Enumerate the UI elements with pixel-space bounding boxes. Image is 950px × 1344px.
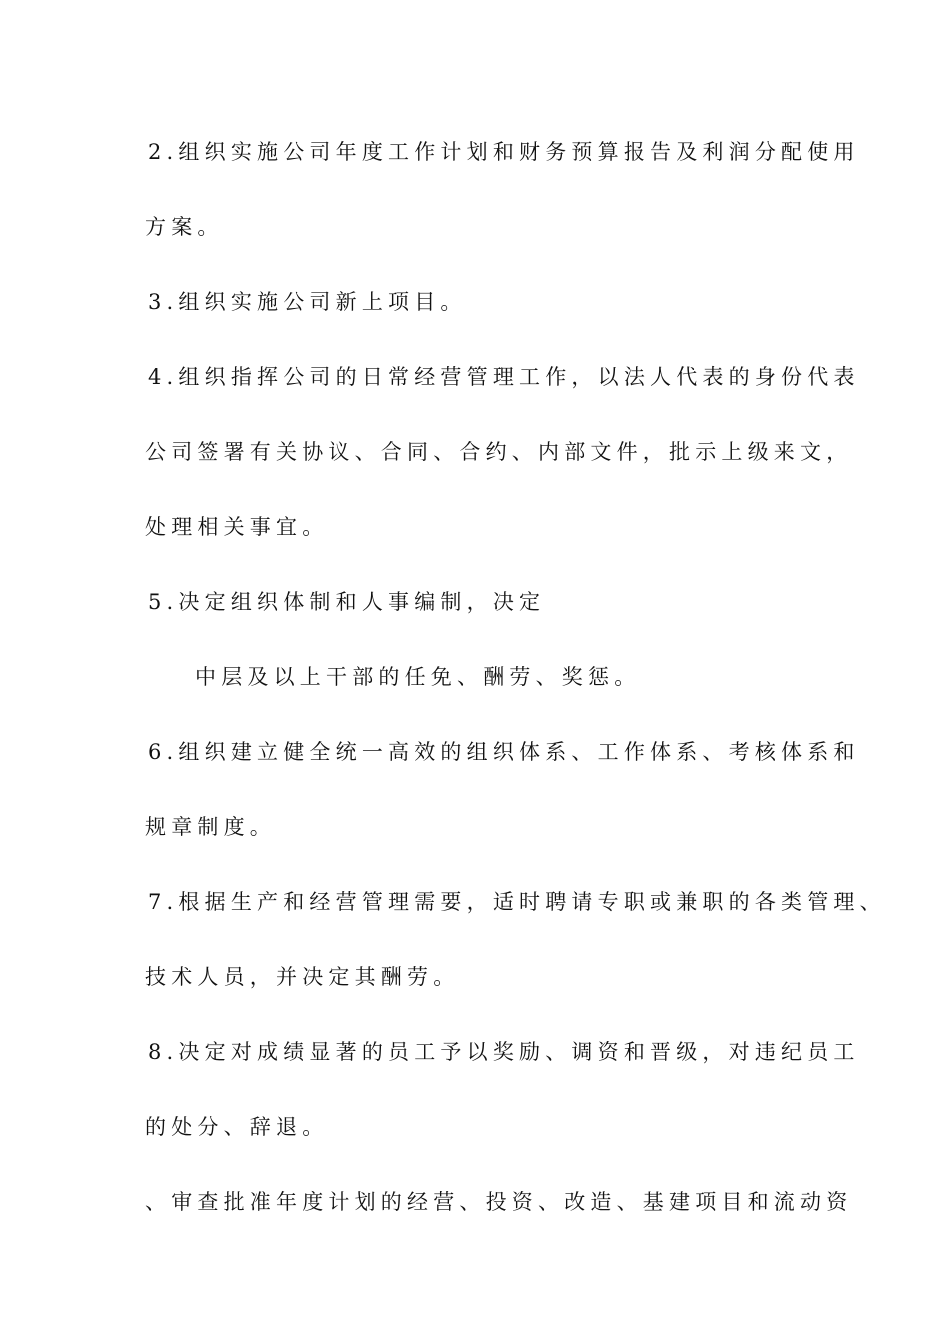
item-5-line-2: 中层及以上干部的任免、酬劳、奖惩。 <box>195 665 641 689</box>
item-8-line-1: 8.决定对成绩显著的员工予以奖励、调资和晋级，对违纪员工 <box>148 1040 860 1064</box>
item-next-line-1: 、审查批准年度计划的经营、投资、改造、基建项目和流动资 <box>145 1190 853 1214</box>
item-2-line-2: 方案。 <box>145 215 224 239</box>
item-3-line-1: 3.组织实施公司新上项目。 <box>148 290 467 314</box>
item-7-line-2: 技术人员，并决定其酬劳。 <box>145 965 460 989</box>
item-6-line-2: 规章制度。 <box>145 815 276 839</box>
item-4-line-1: 4.组织指挥公司的日常经营管理工作，以法人代表的身份代表 <box>148 365 860 389</box>
item-4-line-3: 处理相关事宜。 <box>145 515 329 539</box>
item-5-line-1: 5.决定组织体制和人事编制，决定 <box>148 590 546 614</box>
item-8-line-2: 的处分、辞退。 <box>145 1115 329 1139</box>
item-2-line-1: 2.组织实施公司年度工作计划和财务预算报告及利润分配使用 <box>148 140 860 164</box>
item-4-line-2: 公司签署有关协议、合同、合约、内部文件，批示上级来文， <box>145 440 853 464</box>
item-7-line-1: 7.根据生产和经营管理需要，适时聘请专职或兼职的各类管理、 <box>148 890 886 914</box>
item-6-line-1: 6.组织建立健全统一高效的组织体系、工作体系、考核体系和 <box>148 740 860 764</box>
